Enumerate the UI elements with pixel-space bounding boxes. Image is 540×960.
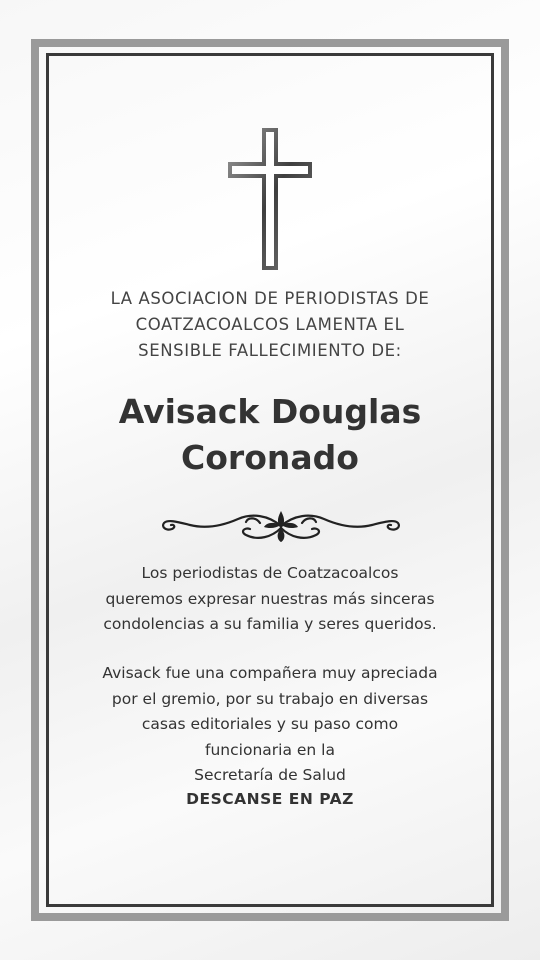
tribute-paragraph: Avisack fue una compañera muy apreciada por el gremio, por su trabajo en diversas casas editoriales y su paso como funcionaria en la Secretaría de Salud xyxy=(102,664,438,784)
condolence-paragraph: Los periodistas de Coatzacoalcos queremos expresar nuestras más sinceras condolencias a su familia y seres queridos. xyxy=(103,564,437,633)
deceased-name: Avisack Douglas Coronado xyxy=(118,392,422,477)
closing-phrase: DESCANSE EN PAZ xyxy=(186,790,354,808)
cross-icon xyxy=(228,128,312,270)
flourish-divider-icon xyxy=(160,507,402,545)
announcement-intro: LA ASOCIACION DE PERIODISTAS DE COATZACOALCOS LAMENTA EL SENSIBLE FALLECIMIENTO DE: xyxy=(110,289,430,360)
